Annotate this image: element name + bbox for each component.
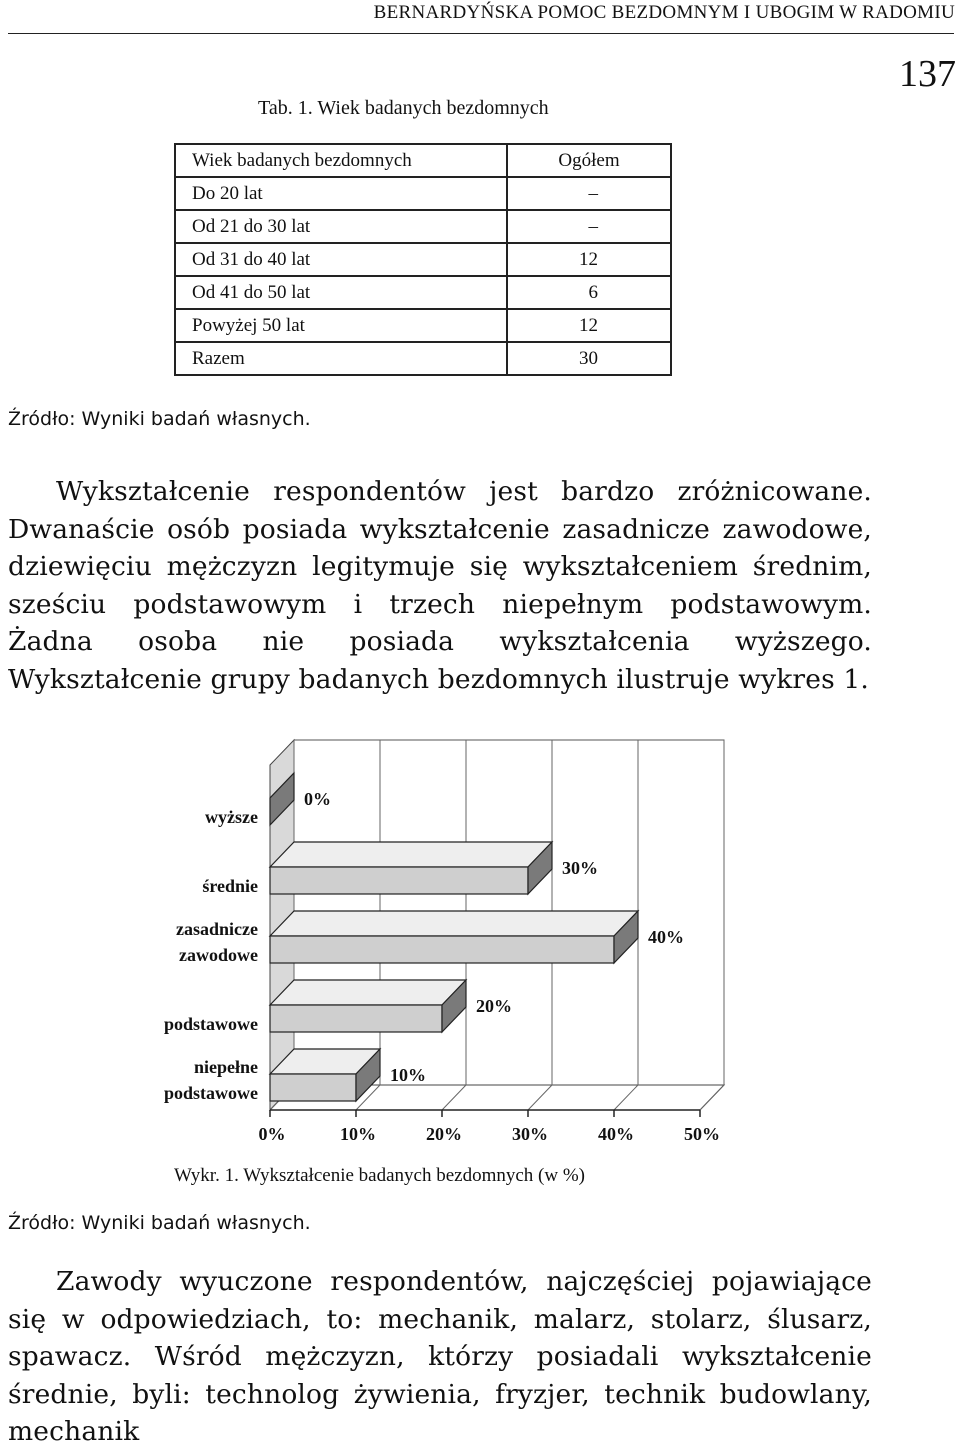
age-range-cell: Powyżej 50 lat xyxy=(175,309,507,342)
category-label: niepełne xyxy=(193,1057,258,1077)
bar-top xyxy=(270,980,466,1005)
x-tick-label: 0% xyxy=(258,1124,286,1144)
age-range-cell: Od 21 do 30 lat xyxy=(175,210,507,243)
table-row xyxy=(175,309,671,342)
header-rule xyxy=(8,33,954,34)
bar-top xyxy=(270,842,552,867)
table-row xyxy=(175,342,671,375)
table-row xyxy=(175,210,671,243)
bar xyxy=(270,867,528,894)
body-paragraph: Wykształcenie respondentów jest bardzo zróżnicowane. Dwanaście osób posiada wykształcenie zasadnicze zawodowe, dziewięciu mężczyzn legitymuje się wykształceniem średnim, sześciu podstawowym i trzech niepełnym podstawowym. Żadna osoba nie posiada wykształcenia wyższego. Wykształcenie grupy badanych bezdomnych ilustruje wykres 1. xyxy=(8,476,872,695)
count-cell: 6 xyxy=(507,276,671,309)
data-label: 0% xyxy=(304,789,331,809)
column-header: Wiek badanych bezdomnych xyxy=(175,144,507,177)
table-source: Źródło: Wyniki badań własnych. xyxy=(8,408,311,430)
page-number: 137 xyxy=(899,53,956,95)
x-tick-label: 10% xyxy=(340,1124,376,1144)
age-range-cell: Razem xyxy=(175,342,507,375)
count-cell: 30 xyxy=(507,342,671,375)
bar xyxy=(270,1005,442,1032)
data-label: 30% xyxy=(562,858,598,878)
chart-source: Źródło: Wyniki badań własnych. xyxy=(8,1212,311,1234)
age-range-cell: Do 20 lat xyxy=(175,177,507,210)
chart-caption: Wykr. 1. Wykształcenie badanych bezdomnych (w %) xyxy=(174,1165,585,1186)
table-row xyxy=(175,276,671,309)
table-header-row xyxy=(175,144,671,177)
bar xyxy=(270,936,614,963)
category-label: zawodowe xyxy=(179,945,258,965)
x-tick-label: 30% xyxy=(512,1124,548,1144)
count-cell: 12 xyxy=(507,243,671,276)
table-caption: Tab. 1. Wiek badanych bezdomnych xyxy=(258,97,549,119)
data-label: 10% xyxy=(390,1065,426,1085)
column-header: Ogółem xyxy=(507,144,671,177)
table-row xyxy=(175,177,671,210)
category-label: wyższe xyxy=(205,807,258,827)
bar-top xyxy=(270,911,638,936)
body-paragraph: Zawody wyuczone respondentów, najczęściej pojawiające się w odpowiedziach, to: mechanik, malarz, stolarz, ślusarz, spawacz. Wśród mężczyzn, którzy posiadali wykształcenie średnie, byli: technolog żywienia, fryzjer, technik budowlany, mechanik xyxy=(8,1266,872,1448)
age-range-cell: Od 31 do 40 lat xyxy=(175,243,507,276)
running-head: BERNARDYŃSKA POMOC BEZDOMNYM I UBOGIM W RADOMIU xyxy=(373,2,955,23)
x-tick-label: 40% xyxy=(598,1124,634,1144)
category-label: podstawowe xyxy=(163,1083,258,1103)
category-label: średnie xyxy=(202,876,258,896)
count-cell: – xyxy=(507,210,671,243)
x-tick-label: 20% xyxy=(426,1124,462,1144)
table-row xyxy=(175,243,671,276)
category-label: podstawowe xyxy=(163,1014,258,1034)
data-label: 40% xyxy=(648,927,684,947)
data-label: 20% xyxy=(476,996,512,1016)
age-range-cell: Od 41 do 50 lat xyxy=(175,276,507,309)
count-cell: – xyxy=(507,177,671,210)
x-tick-label: 50% xyxy=(684,1124,720,1144)
age-table xyxy=(174,143,672,376)
category-label: zasadnicze xyxy=(176,919,258,939)
bar xyxy=(270,1074,356,1101)
education-bar-chart xyxy=(150,725,750,1150)
count-cell: 12 xyxy=(507,309,671,342)
